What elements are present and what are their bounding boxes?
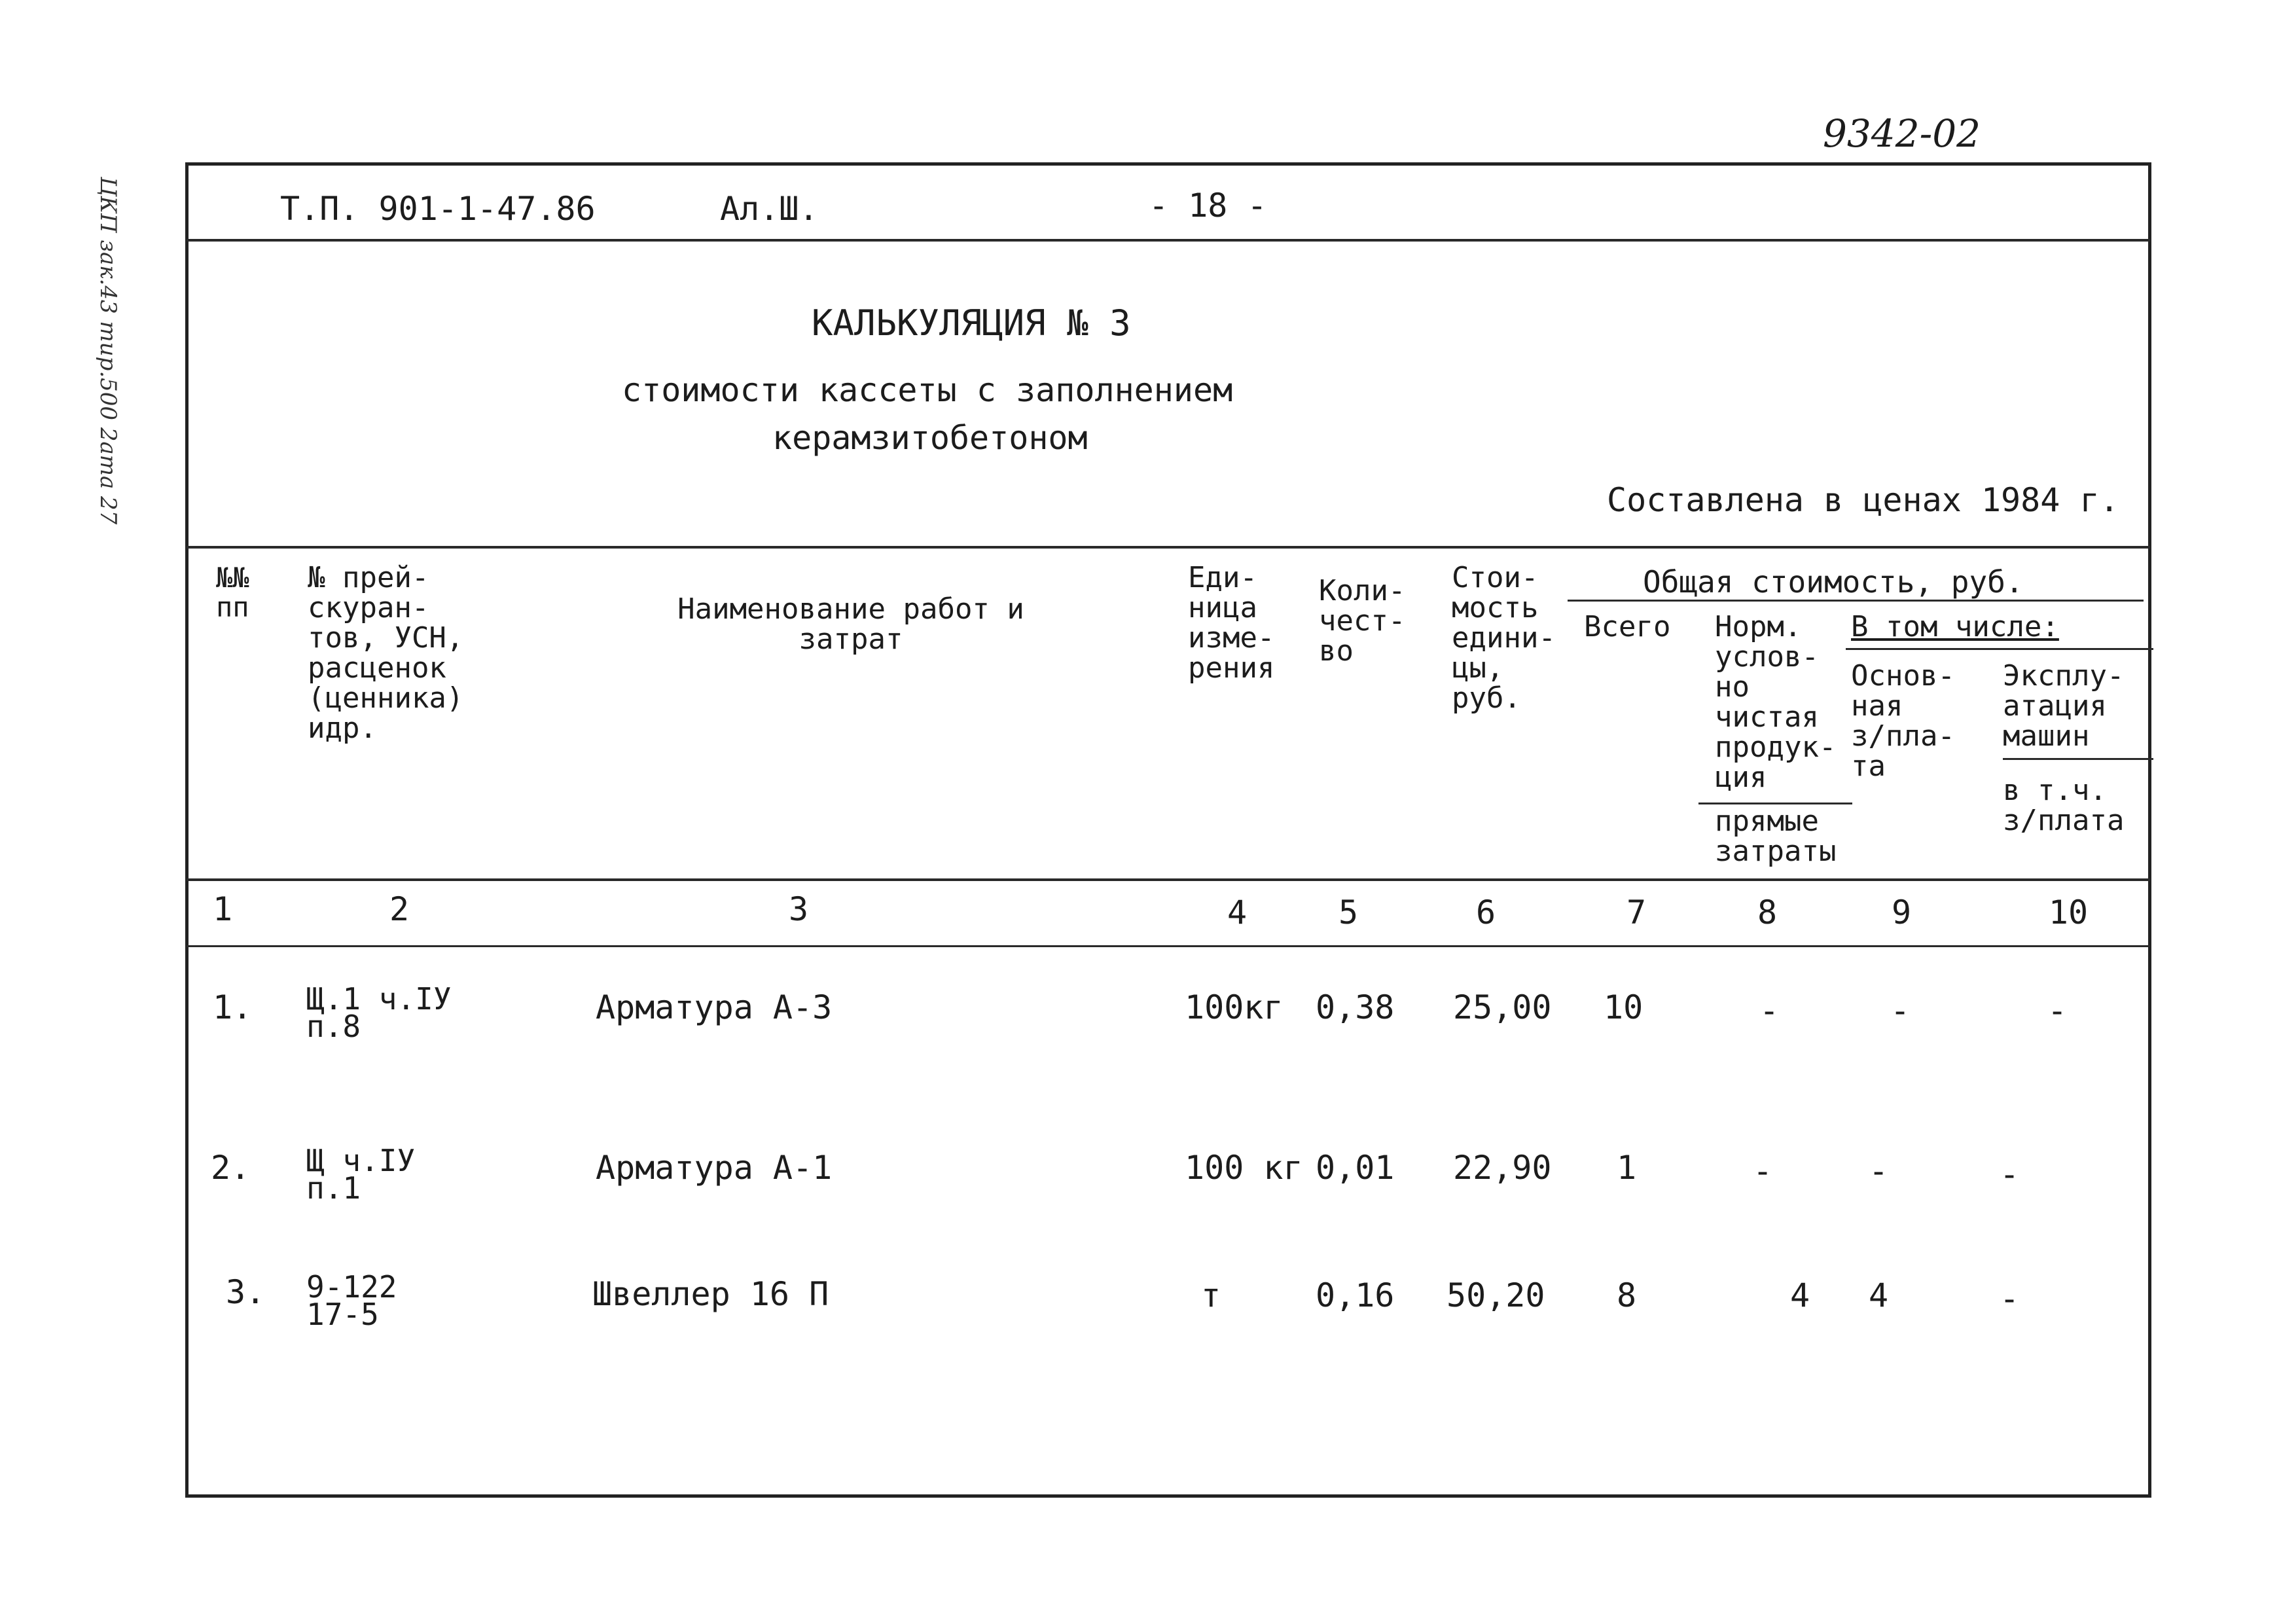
row-qty: 0,38	[1316, 988, 1395, 1026]
row-machines: -	[2000, 1280, 2020, 1318]
row-total: 10	[1604, 988, 1643, 1026]
header-divider	[187, 239, 2150, 242]
row-machines: -	[2047, 992, 2068, 1030]
document-frame	[185, 162, 2151, 1498]
row-norm: 4	[1790, 1276, 1810, 1314]
col-header-wages: Основ- ная з/пла- та	[1851, 659, 1955, 783]
col-header-num: №№ пп	[216, 562, 249, 623]
row-code: Щ.1 ч.IУ п.8	[306, 981, 452, 1044]
machines-divider	[2003, 758, 2153, 760]
row-name: Швеллер 16 П	[592, 1275, 829, 1313]
col-number-4: 4	[1227, 893, 1248, 931]
row-norm: -	[1759, 992, 1780, 1030]
row-code: 9-122 17-5	[306, 1269, 397, 1332]
calc-subtitle-line2: керамзитобетоном	[772, 419, 1088, 457]
row-wages: -	[1890, 992, 1911, 1030]
incl-line	[1846, 648, 2153, 650]
col-header-pricelist: № прей- скуран- тов, УСН, расценок (ценника) идр.	[308, 561, 464, 745]
row-machines: -	[2000, 1155, 2020, 1193]
row-wages: 4	[1869, 1276, 1889, 1314]
col-header-norm: Норм. услов- но чистая продук- ция	[1715, 610, 1837, 794]
col-number-9: 9	[1891, 893, 1912, 931]
row-num: 3.	[226, 1273, 266, 1311]
col-header-total-group: Общая стоимость, руб.	[1643, 564, 2024, 600]
col-number-3: 3	[788, 890, 809, 928]
col-header-machines: Эксплу- атация машин	[2003, 659, 2125, 753]
col-header-unit-cost: Стои- мость едини- цы, руб.	[1452, 561, 1556, 715]
row-unit: т	[1201, 1276, 1221, 1314]
col-header-unit: Еди- ница изме- рения	[1188, 561, 1275, 685]
row-price: 22,90	[1453, 1149, 1552, 1187]
row-name: Арматура А-3	[596, 988, 833, 1026]
row-num: 1.	[213, 988, 253, 1026]
col-number-1: 1	[212, 890, 233, 928]
col-header-incl: В том числе:	[1851, 610, 2059, 643]
col-header-name: Наименование работ и затрат	[677, 592, 1024, 656]
row-norm: -	[1753, 1152, 1773, 1190]
column-numbers-border	[187, 945, 2150, 947]
table-top-border	[187, 546, 2150, 549]
col-header-direct: прямые затраты	[1715, 804, 1837, 868]
col-number-8: 8	[1757, 893, 1778, 931]
col-header-machine-wages: в т.ч. з/плата	[2003, 774, 2125, 837]
col-header-total: Всего	[1584, 610, 1671, 643]
prices-note: Составлена в ценах 1984 г.	[1607, 481, 2119, 519]
row-unit: 100кг	[1185, 988, 1284, 1026]
side-stamp: ЦКП зак.43 тир.500 2ата 27	[95, 177, 121, 525]
col-number-5: 5	[1338, 893, 1359, 931]
row-code: Щ ч.IУ п.1	[306, 1143, 416, 1206]
col-number-7: 7	[1626, 893, 1647, 931]
document-number: 9342-02	[1823, 111, 1981, 156]
row-price: 25,00	[1453, 988, 1552, 1026]
row-total: 1	[1617, 1149, 1637, 1187]
col-number-6: 6	[1475, 893, 1496, 931]
total-group-line	[1568, 600, 2144, 602]
row-wages: -	[1869, 1152, 1889, 1190]
project-code: Т.П. 901-1-47.86	[280, 190, 596, 228]
col-number-2: 2	[389, 890, 410, 928]
row-name: Арматура А-1	[596, 1149, 833, 1187]
row-price: 50,20	[1446, 1276, 1545, 1314]
row-qty: 0,16	[1316, 1276, 1395, 1314]
row-total: 8	[1617, 1276, 1637, 1314]
page-number: - 18 -	[1149, 187, 1267, 225]
calc-subtitle-line1: стоимости кассеты с заполнением	[622, 371, 1233, 409]
album-label: Ал.Ш.	[720, 190, 819, 228]
row-num: 2.	[211, 1149, 251, 1187]
header-bottom-border	[187, 878, 2150, 881]
row-unit: 100 кг	[1185, 1149, 1303, 1187]
calc-heading: КАЛЬКУЛЯЦИЯ № 3	[812, 302, 1131, 344]
col-number-10: 10	[2048, 893, 2089, 931]
row-qty: 0,01	[1316, 1149, 1395, 1187]
col-header-qty: Коли- чест- во	[1319, 574, 1406, 668]
